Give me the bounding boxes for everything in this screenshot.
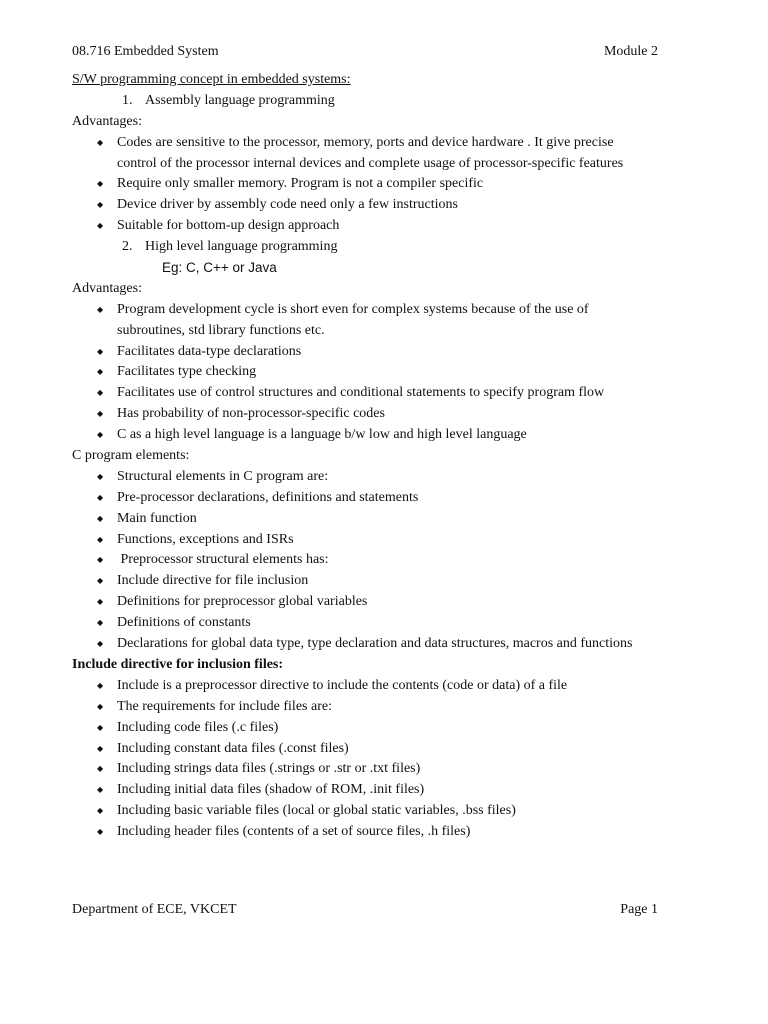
bullet-text: The requirements for include files are: [117, 698, 332, 714]
bullet-icon: ◆ [97, 304, 104, 314]
bullet-item [72, 592, 682, 613]
bullet-text: Program development cycle is short even for complex systems because of the use of [117, 301, 589, 317]
bullet-text: Including basic variable files (local or global static variables, .bss files) [117, 803, 516, 819]
c-program-elements-heading: C program elements: [72, 448, 190, 464]
bullet-item [72, 383, 682, 404]
bullet-text: Has probability of non-processor-specific codes [117, 406, 385, 422]
bullet-item [72, 488, 682, 509]
bullet-icon: ◆ [97, 785, 104, 795]
bullet-item [72, 362, 682, 383]
bullet-text: Facilitates use of control structures and conditional statements to specify program flow [117, 385, 605, 401]
bullet-text: Declarations for global data type, type declaration and data structures, macros and functions [117, 636, 633, 652]
bullet-item [72, 530, 682, 551]
bullet-icon: ◆ [97, 388, 104, 398]
bullet-icon: ◆ [97, 806, 104, 816]
bullet-text: Include is a preprocessor directive to include the contents (code or data) of a file [117, 677, 568, 693]
bullet-continuation: subroutines, std library functions etc. [117, 322, 325, 338]
bullet-text: Codes are sensitive to the processor, memory, ports and device hardware . It give precise [117, 134, 614, 150]
numbered-item-1 [72, 91, 682, 112]
bullet-item [72, 174, 682, 195]
bullet-text: Facilitates data-type declarations [117, 343, 302, 359]
bullet-item [72, 571, 682, 592]
bullet-text: Facilitates type checking [117, 364, 257, 380]
bullet-item [72, 697, 682, 718]
footer-department: Department of ECE, VKCET [72, 902, 237, 917]
bullet-item [72, 613, 682, 634]
bullet-text: Including header files (contents of a set of source files, .h files) [117, 824, 471, 840]
bullet-text: Preprocessor structural elements has: [117, 552, 329, 568]
bullet-text: Definitions for preprocessor global variables [117, 594, 368, 610]
bullet-item [72, 822, 682, 843]
bullet-icon: ◆ [97, 680, 104, 690]
bullet-icon: ◆ [97, 430, 104, 440]
bullet-icon: ◆ [97, 827, 104, 837]
bullet-icon: ◆ [97, 221, 104, 231]
bullet-icon: ◆ [97, 555, 104, 565]
example-line: Eg: C, C++ or Java [162, 260, 277, 276]
header-module: Module 2 [603, 44, 658, 59]
item-text: Assembly language programming [145, 92, 335, 108]
bullet-icon: ◆ [97, 534, 104, 544]
header-course: 08.716 Embedded System [72, 44, 219, 59]
numbered-item-2 [72, 237, 682, 258]
bullet-icon: ◆ [97, 513, 104, 523]
bullet-item [72, 550, 682, 571]
bullet-text: Suitable for bottom-up design approach [117, 218, 340, 234]
bullet-icon: ◆ [97, 200, 104, 210]
bullet-icon: ◆ [97, 701, 104, 711]
bullet-item [72, 509, 682, 530]
bullet-text: Structural elements in C program are: [117, 468, 329, 484]
page-footer [72, 902, 658, 918]
bullet-item [72, 467, 682, 488]
bullet-text: Include directive for file inclusion [117, 573, 309, 589]
bullet-item [72, 342, 682, 363]
bullet-icon: ◆ [97, 764, 104, 774]
bullet-item [72, 676, 682, 697]
bullet-item [72, 300, 682, 321]
bullet-text: Device driver by assembly code need only a few instructions [117, 197, 458, 213]
bullet-text: Including code files (.c files) [117, 719, 279, 735]
bullet-icon: ◆ [97, 618, 104, 628]
bullet-text: Main function [117, 510, 197, 526]
bullet-text: Require only smaller memory. Program is not a compiler specific [117, 176, 484, 192]
bullet-icon: ◆ [97, 346, 104, 356]
advantages-heading: Advantages: [72, 280, 142, 296]
bullet-item [72, 425, 682, 446]
bullet-text: Including strings data files (.strings or .str or .txt files) [117, 761, 421, 777]
item-number: 1. [122, 92, 133, 108]
bullet-text: Functions, exceptions and ISRs [117, 531, 294, 547]
bullet-icon: ◆ [97, 639, 104, 649]
bullet-continuation: control of the processor internal devices and complete usage of processor-specific features [117, 155, 624, 171]
bullet-item [72, 634, 682, 655]
bullet-text: C as a high level language is a language b/w low and high level language [117, 427, 527, 443]
bullet-icon: ◆ [97, 492, 104, 502]
bullet-icon: ◆ [97, 722, 104, 732]
bullet-text: Including constant data files (.const files) [117, 740, 349, 756]
bullet-icon: ◆ [97, 471, 104, 481]
bullet-icon: ◆ [97, 179, 104, 189]
bullet-item [72, 739, 682, 760]
bullet-icon: ◆ [97, 137, 104, 147]
footer-page-number: Page 1 [620, 902, 658, 917]
advantages-heading: Advantages: [72, 113, 142, 129]
bullet-item [72, 216, 682, 237]
bullet-icon: ◆ [97, 743, 104, 753]
bullet-item [72, 718, 682, 739]
page-header [72, 44, 658, 60]
item-text: High level language programming [145, 239, 338, 255]
item-number: 2. [122, 239, 133, 255]
bullet-item [72, 759, 682, 780]
bullet-item [72, 404, 682, 425]
bullet-item [72, 133, 682, 154]
section-title: S/W programming concept in embedded systems: [72, 72, 351, 87]
document-body [72, 70, 682, 843]
bullet-text: Pre-processor declarations, definitions and statements [117, 489, 419, 505]
bullet-item [72, 195, 682, 216]
bullet-icon: ◆ [97, 409, 104, 419]
bullet-icon: ◆ [97, 597, 104, 607]
include-directive-heading: Include directive for inclusion files: [72, 656, 284, 672]
bullet-item [72, 780, 682, 801]
bullet-icon: ◆ [97, 576, 104, 586]
bullet-icon: ◆ [97, 367, 104, 377]
bullet-text: Definitions of constants [117, 615, 251, 631]
bullet-item [72, 801, 682, 822]
bullet-text: Including initial data files (shadow of ROM, .init files) [117, 782, 425, 798]
